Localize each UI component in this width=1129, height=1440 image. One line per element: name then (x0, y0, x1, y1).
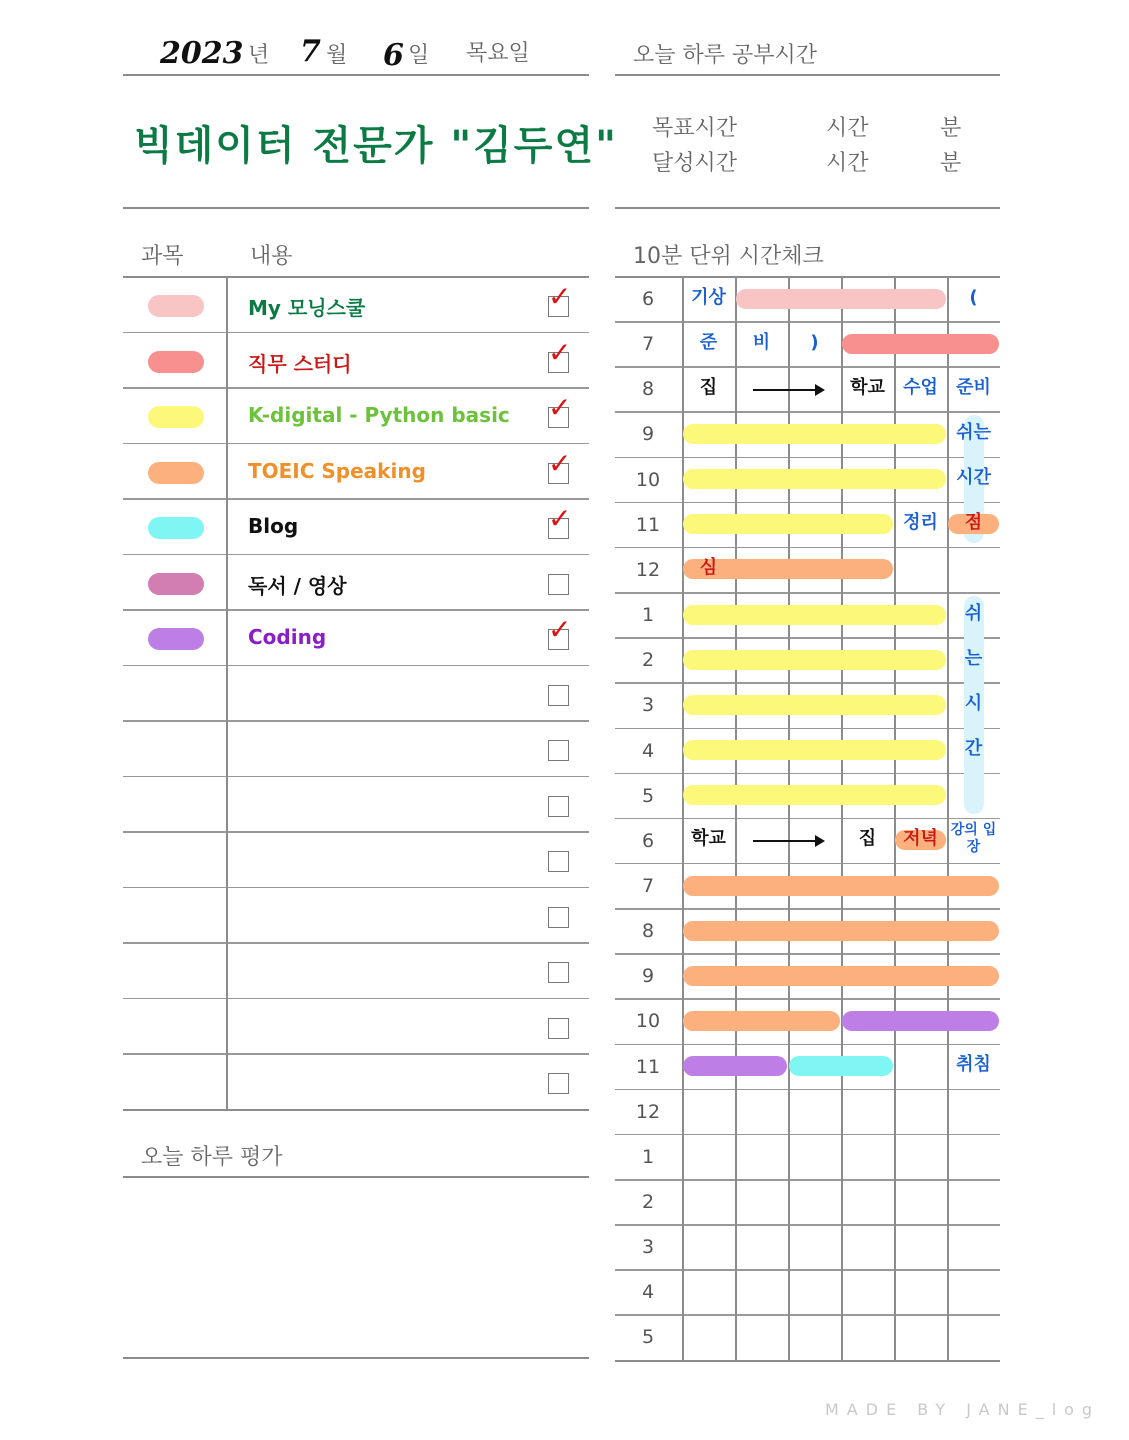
time-bar (683, 921, 999, 941)
checkbox[interactable] (548, 740, 569, 761)
time-cell[interactable] (894, 1269, 947, 1314)
year-unit: 년 (248, 43, 270, 68)
color-swatch (148, 462, 204, 484)
time-note: 간 (964, 738, 983, 760)
year-value: 2023 (160, 36, 244, 71)
time-cell[interactable] (788, 1134, 841, 1179)
goal-time-label: 목표시간 (652, 116, 738, 141)
time-bar (683, 514, 893, 534)
hour-label: 8 (641, 920, 655, 943)
time-cell[interactable] (947, 1089, 1000, 1134)
divider (123, 1109, 589, 1111)
time-note: 취침 (956, 1054, 991, 1076)
arrow-icon (753, 389, 823, 391)
time-cell[interactable] (841, 1269, 894, 1314)
time-cell[interactable] (894, 1179, 947, 1224)
study-time-heading: 오늘 하루 공부시간 (633, 43, 818, 68)
hour-label: 11 (635, 513, 661, 536)
evaluation-heading: 오늘 하루 평가 (141, 1145, 283, 1170)
evaluation-area[interactable] (123, 1180, 589, 1356)
time-bar (683, 740, 946, 760)
hour-label: 4 (641, 739, 655, 762)
checkmark-icon: ✓ (548, 502, 572, 535)
time-cell[interactable] (947, 1134, 1000, 1179)
checkbox[interactable] (548, 851, 569, 872)
time-cell[interactable] (841, 1089, 894, 1134)
checkbox[interactable] (548, 685, 569, 706)
time-bar (683, 1056, 787, 1076)
hour-label: 10 (635, 1010, 661, 1033)
watermark: MADE BY JANE_log (825, 1400, 1101, 1419)
subject-text: Coding (248, 625, 327, 649)
time-note: 강의 입장 (950, 822, 997, 856)
hour-label: 12 (635, 1100, 661, 1123)
time-cell[interactable] (735, 1224, 788, 1269)
time-cell[interactable] (841, 1134, 894, 1179)
time-note: 심 (699, 557, 718, 579)
time-note: ) (810, 331, 819, 353)
checkbox[interactable] (548, 962, 569, 983)
subject-row[interactable] (123, 720, 589, 776)
time-cell[interactable] (947, 547, 1000, 592)
time-note: 학교 (850, 376, 885, 398)
time-cell[interactable] (788, 1089, 841, 1134)
subject-text: TOEIC Speaking (248, 458, 426, 483)
subject-text: My 모닝스쿨 (248, 296, 366, 320)
time-bar (736, 289, 946, 309)
checkmark-icon: ✓ (548, 335, 572, 369)
hour-label: 6 (641, 829, 655, 852)
time-cell[interactable] (682, 1269, 735, 1314)
subject-row[interactable] (123, 942, 589, 998)
color-swatch (148, 295, 204, 317)
goal-minute-unit: 분 (940, 116, 962, 141)
time-bar (683, 469, 946, 489)
month-unit: 월 (326, 43, 348, 68)
checkmark-icon: ✓ (548, 280, 572, 313)
achieved-time-label: 달성시간 (652, 151, 738, 176)
arrow-icon (753, 840, 823, 842)
divider (615, 207, 1000, 209)
time-bar (683, 605, 946, 625)
hour-label: 2 (641, 649, 655, 672)
achieved-hour-unit: 시간 (826, 151, 869, 176)
subject-text: K-digital - Python basic (248, 403, 510, 427)
time-cell[interactable] (894, 547, 947, 592)
hour-label: 9 (641, 965, 655, 988)
subject-row[interactable] (123, 998, 589, 1054)
time-cell[interactable] (841, 1314, 894, 1359)
column-divider (226, 276, 228, 1109)
time-cell[interactable] (788, 1224, 841, 1269)
page-title: 빅데이터 전문가 "김두연" (134, 123, 618, 169)
checkbox[interactable] (548, 1073, 569, 1094)
divider (123, 1357, 589, 1359)
hour-label: 11 (635, 1055, 661, 1078)
hour-label: 6 (641, 288, 655, 310)
color-swatch (148, 628, 204, 650)
color-swatch (148, 573, 204, 595)
time-note: 비 (752, 331, 771, 353)
time-cell[interactable] (788, 1314, 841, 1359)
hour-label: 5 (641, 784, 655, 807)
time-note: 학교 (691, 828, 726, 850)
time-cell[interactable] (682, 1089, 735, 1134)
divider (123, 74, 589, 76)
time-note: 정리 (903, 512, 938, 534)
checkbox[interactable] (548, 1018, 569, 1039)
subject-row[interactable] (123, 665, 589, 721)
time-bar (683, 695, 946, 715)
checkbox[interactable] (548, 796, 569, 817)
time-note: 쉬는 (956, 422, 991, 444)
color-swatch (148, 406, 204, 428)
color-swatch (148, 351, 204, 373)
time-note: 는 (964, 647, 983, 669)
time-note: 집 (858, 828, 877, 850)
time-note: 시 (964, 692, 983, 714)
time-note: 준 (699, 331, 718, 353)
time-cell[interactable] (682, 1179, 735, 1224)
hour-label: 12 (635, 558, 661, 581)
time-bar (683, 785, 946, 805)
time-bar (842, 1011, 999, 1031)
time-bar (683, 424, 946, 444)
time-note: 쉬 (964, 602, 983, 624)
day-unit: 일 (408, 43, 430, 68)
divider (615, 1360, 1000, 1362)
content-column-header: 내용 (250, 244, 293, 269)
time-bar (683, 876, 999, 896)
time-note: 집 (699, 376, 718, 398)
month-value: 7 (300, 34, 321, 69)
time-cell[interactable] (894, 1044, 947, 1089)
time-cell[interactable] (947, 1224, 1000, 1269)
subject-row[interactable] (123, 1053, 589, 1109)
subject-text: 직무 스터디 (248, 351, 352, 376)
time-note: 저녁 (903, 828, 938, 850)
time-bar (842, 334, 999, 354)
hour-label: 4 (641, 1281, 655, 1304)
time-cell[interactable] (735, 1089, 788, 1134)
subject-row[interactable] (123, 831, 589, 887)
time-cell[interactable] (841, 1179, 894, 1224)
subject-text: 독서 / 영상 (248, 573, 347, 598)
subject-row[interactable] (123, 776, 589, 832)
time-cell[interactable] (735, 1134, 788, 1179)
time-bar (789, 1056, 893, 1076)
hour-label: 7 (641, 874, 655, 897)
hour-label: 1 (641, 604, 655, 627)
color-swatch (148, 517, 204, 539)
checkbox[interactable] (548, 907, 569, 928)
weekday: 목요일 (466, 41, 530, 66)
hour-label: 8 (641, 378, 655, 401)
achieved-minute-unit: 분 (940, 151, 962, 176)
time-cell[interactable] (788, 1179, 841, 1224)
time-cell[interactable] (947, 1314, 1000, 1359)
subject-text: Blog (248, 514, 299, 538)
divider (123, 1176, 589, 1178)
time-note: 수업 (903, 376, 938, 398)
checkmark-icon: ✓ (548, 446, 572, 480)
hour-label: 10 (635, 468, 661, 491)
time-note: 준비 (956, 376, 991, 398)
day-value: 6 (383, 38, 404, 73)
time-note: 시간 (956, 467, 991, 489)
subject-column-header: 과목 (141, 244, 184, 269)
time-cell[interactable] (735, 1269, 788, 1314)
subject-row[interactable] (123, 887, 589, 943)
time-note: 기상 (691, 286, 726, 308)
time-cell[interactable] (682, 1134, 735, 1179)
time-cell[interactable] (947, 1179, 1000, 1224)
hour-label: 2 (641, 1191, 655, 1213)
time-cell[interactable] (894, 1089, 947, 1134)
time-cell[interactable] (682, 1314, 735, 1359)
time-cell[interactable] (894, 1134, 947, 1179)
time-cell[interactable] (894, 1224, 947, 1269)
time-cell[interactable] (947, 1269, 1000, 1314)
goal-hour-unit: 시간 (826, 116, 869, 141)
time-cell[interactable] (682, 1224, 735, 1269)
hour-label: 3 (641, 1236, 655, 1259)
checkmark-icon: ✓ (548, 391, 572, 424)
divider (615, 74, 1000, 76)
time-note: ( (969, 286, 978, 308)
time-bar (683, 966, 999, 986)
time-bar (683, 1011, 840, 1031)
checkmark-icon: ✓ (548, 613, 572, 646)
time-cell[interactable] (735, 1314, 788, 1359)
time-cell[interactable] (788, 1269, 841, 1314)
time-cell[interactable] (735, 1179, 788, 1224)
divider (123, 207, 589, 209)
time-bar (683, 650, 946, 670)
time-cell[interactable] (894, 1314, 947, 1359)
hour-label: 7 (641, 333, 655, 356)
hour-label: 3 (641, 694, 655, 717)
hour-label: 1 (641, 1145, 655, 1168)
hour-label: 9 (641, 423, 655, 446)
checkbox[interactable] (548, 574, 569, 595)
time-note: 점 (964, 512, 983, 534)
hour-label: 5 (641, 1326, 655, 1349)
time-cell[interactable] (841, 1224, 894, 1269)
timecheck-heading: 10분 단위 시간체크 (633, 244, 824, 269)
